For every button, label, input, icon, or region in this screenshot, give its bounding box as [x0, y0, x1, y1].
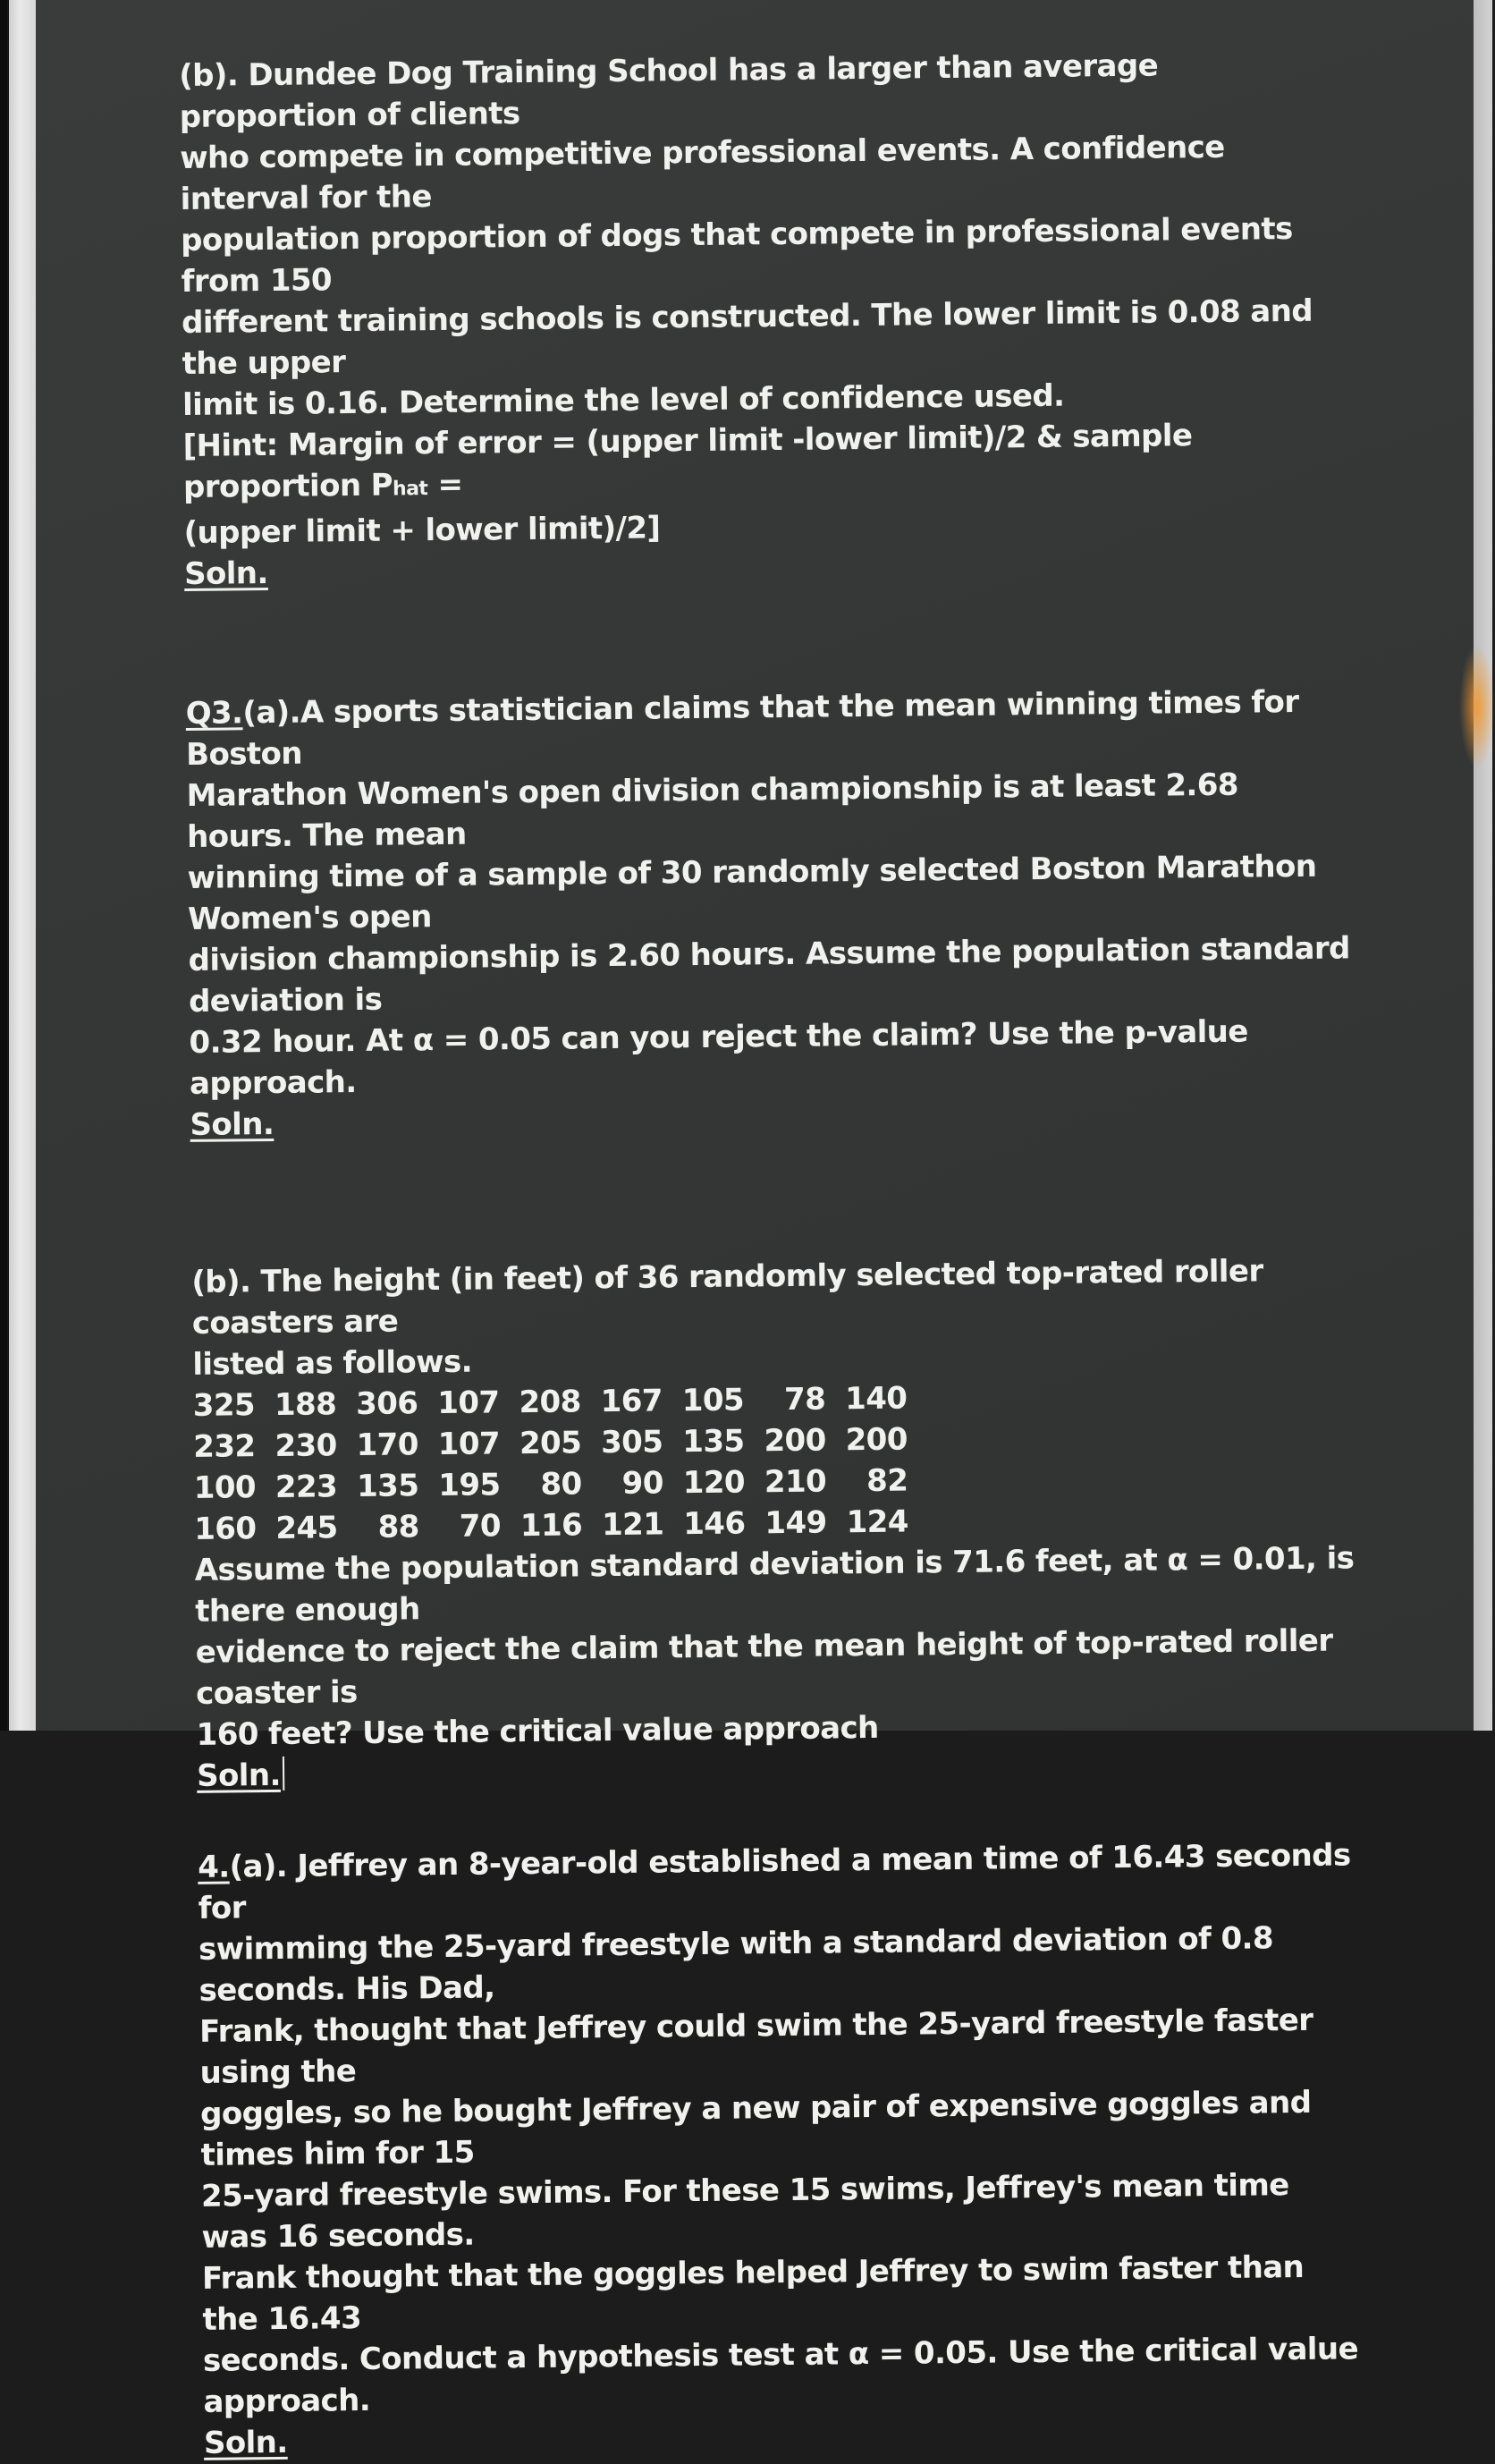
data-cell: 230 [275, 1427, 337, 1464]
roller-coaster-heights-table [193, 1377, 928, 1550]
q3a-line: 0.32 hour. At α = 0.05 can you reject the claim? Use the p-value approach. [189, 1013, 1248, 1102]
q4a-line: seconds. Conduct a hypothesis test at α = 0.05. Use the critical value approach. [202, 2331, 1359, 2420]
question-3a [185, 681, 1352, 1146]
data-cell: 149 [764, 1504, 827, 1542]
q3b-soln-label: Soln. [196, 1757, 281, 1794]
question-3b [191, 1249, 1359, 1797]
monitor-edge-right [1474, 0, 1492, 1731]
q2b-hint-line2: (upper limit + lower limit)/2] [183, 510, 661, 551]
q2b-soln-label: Soln. [183, 555, 268, 592]
monitor-bezel-left [0, 0, 7, 1731]
q3a-line1-text: (a).A sports statistician claims that the mean winning times for Boston [185, 683, 1299, 773]
data-cell: 107 [437, 1384, 500, 1422]
light-glare [1459, 644, 1495, 769]
data-cell: 306 [355, 1385, 418, 1423]
data-cell: 105 [681, 1382, 745, 1419]
q2b-hint [182, 413, 1346, 512]
data-cell: 305 [600, 1424, 663, 1461]
window-edge-left [9, 0, 36, 1731]
data-cell: 160 [194, 1511, 257, 1547]
q2b-hint-subscript: hat [392, 478, 428, 501]
data-cell: 195 [438, 1467, 501, 1504]
q3a-number: Q3. [185, 695, 243, 732]
q3b-line: listed as follows. [192, 1343, 473, 1383]
q3b-line: evidence to reject the claim that the mean height of top-rated roller coaster is [195, 1622, 1333, 1712]
data-cell: 188 [274, 1386, 337, 1423]
data-cell: 120 [682, 1464, 746, 1502]
data-cell: 135 [682, 1423, 745, 1461]
q3b-line: 160 feet? Use the critical value approach [196, 1709, 879, 1753]
document-page [36, 0, 1474, 2461]
data-cell: 116 [519, 1507, 583, 1545]
q2b-line: different training schools is constructed. The lower limit is 0.08 and the upper [181, 292, 1313, 382]
data-cell: 223 [275, 1469, 338, 1505]
q2b-line: who compete in competitive professional events. A confidence interval for the [179, 129, 1225, 217]
data-cell: 232 [193, 1428, 256, 1465]
data-cell: 205 [519, 1425, 582, 1462]
data-cell: 170 [356, 1427, 419, 1464]
question-4a [198, 1834, 1366, 2464]
q4a-line: Frank thought that the goggles helped Jeffrey to swim faster than the 16.43 [201, 2248, 1305, 2338]
q3a-soln-label: Soln. [190, 1105, 275, 1143]
data-cell: 146 [683, 1505, 746, 1543]
q4a-line1-text: (a). Jeffrey an 8-year-old established a mean time of 16.43 seconds for [198, 1837, 1351, 1926]
q4a-line: Frank, thought that Jeffrey could swim the 25-yard freestyle faster using the [198, 2002, 1313, 2091]
q2b-hint-equals: = [427, 466, 463, 504]
question-2b [179, 43, 1347, 595]
data-cell: 140 [844, 1380, 908, 1418]
q2b-hint-text: [Hint: Margin of error = (upper limit -lower limit)/2 & sample proportion P [182, 418, 1193, 505]
q4a-line: goggles, so he bought Jeffrey a new pair of expensive goggles and times him for 15 [199, 2084, 1312, 2173]
text-cursor [283, 1757, 284, 1791]
q3b-line: (b). The height (in feet) of 36 randomly selected top-rated roller coasters are [191, 1253, 1263, 1342]
q3a-line [185, 681, 1348, 775]
data-cell: 82 [866, 1462, 908, 1500]
data-cell: 200 [845, 1421, 908, 1459]
data-cell: 325 [192, 1387, 256, 1424]
q4a-line [198, 1834, 1361, 1929]
data-cell: 107 [437, 1426, 501, 1463]
data-cell: 135 [356, 1468, 419, 1505]
data-cell: 124 [846, 1503, 908, 1541]
data-cell: 245 [275, 1510, 338, 1546]
data-cell: 167 [600, 1383, 663, 1420]
q4a-line: swimming the 25-yard freestyle with a standard deviation of 0.8 seconds. His Dad, [198, 1920, 1274, 2009]
data-cell: 210 [764, 1463, 827, 1501]
q4a-soln-label: Soln. [203, 2424, 288, 2461]
q4a-number: 4. [198, 1849, 230, 1885]
q3a-line: Marathon Women's open division championship is at least 2.68 hours. The mean [186, 766, 1239, 855]
data-cell: 78 [783, 1381, 826, 1418]
data-cell: 70 [459, 1508, 502, 1545]
q3a-line: division championship is 2.60 hours. Assume the population standard deviation is [188, 930, 1351, 1020]
data-cell: 121 [601, 1506, 664, 1544]
data-cell: 80 [540, 1466, 582, 1503]
q3a-line: winning time of a sample of 30 randomly selected Boston Marathon Women's open [187, 848, 1317, 937]
q2b-line: population proportion of dogs that compete in professional events from 150 [180, 210, 1293, 300]
data-cell: 90 [621, 1465, 663, 1502]
document-body [179, 43, 1366, 2463]
data-cell: 100 [193, 1469, 257, 1506]
q2b-line: limit is 0.16. Determine the level of confidence used. [182, 377, 1065, 423]
q4a-line: 25-yard freestyle swims. For these 15 swims, Jeffrey's mean time was 16 seconds. [200, 2167, 1289, 2256]
q3b-line: Assume the population standard deviation is 71.6 feet, at α = 0.01, is there enough [194, 1540, 1355, 1630]
data-cell: 208 [519, 1384, 581, 1421]
data-cell: 200 [764, 1422, 826, 1460]
q2b-line: (b). Dundee Dog Training School has a larger than average proportion of clients [179, 47, 1159, 135]
data-cell: 88 [377, 1509, 419, 1545]
